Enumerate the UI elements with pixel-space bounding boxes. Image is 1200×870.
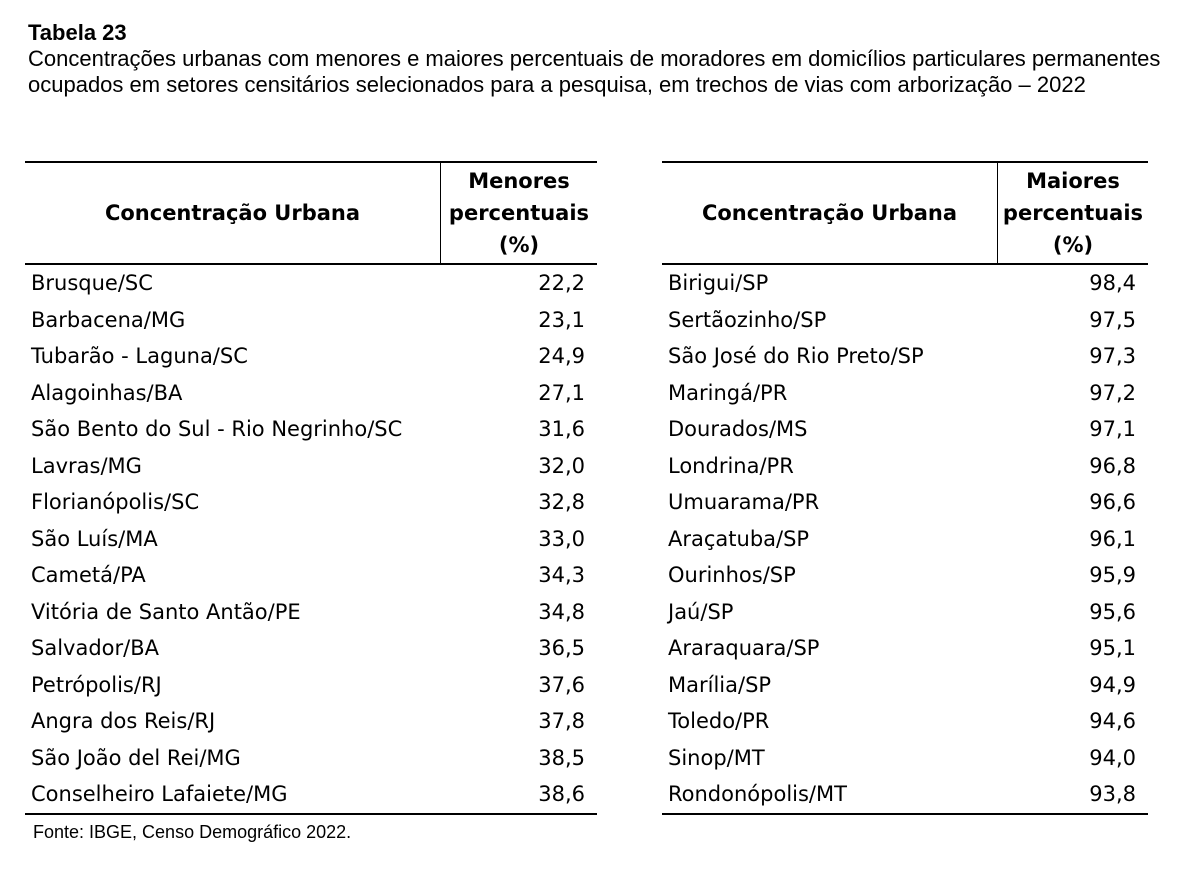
percentage-cell: 96,8 xyxy=(1089,453,1136,478)
urban-concentration-cell: Florianópolis/SC xyxy=(31,490,200,515)
urban-concentration-cell: São José do Rio Preto/SP xyxy=(668,344,924,369)
table-row xyxy=(662,264,1148,302)
percentage-cell: 38,6 xyxy=(441,776,598,814)
urban-concentration-cell: Birigui/SP xyxy=(668,271,769,296)
percentage-cell: 95,9 xyxy=(1089,563,1136,588)
percentage-cell: 96,1 xyxy=(1089,526,1136,551)
percentage-cell: 38,5 xyxy=(538,745,585,770)
percentage-cell: 32,8 xyxy=(538,490,585,515)
percentage-cell: 94,6 xyxy=(1089,709,1136,734)
urban-concentration-cell: Petrópolis/RJ xyxy=(31,672,162,697)
percentage-cell: 98,4 xyxy=(1089,271,1136,296)
table-body xyxy=(25,264,597,814)
table-row xyxy=(25,448,597,485)
table-row xyxy=(662,411,1148,448)
percentage-cell: 94,9 xyxy=(1089,672,1136,697)
urban-concentration-cell: Brusque/SC xyxy=(31,271,153,296)
table-row xyxy=(662,557,1148,594)
urban-concentration-cell: Sertãozinho/SP xyxy=(668,307,827,332)
urban-concentration-cell: Araçatuba/SP xyxy=(668,526,810,551)
table-row xyxy=(25,630,597,667)
header-line: (%) xyxy=(1052,233,1094,257)
percentage-cell: 23,1 xyxy=(538,307,585,332)
percentage-cell: 22,2 xyxy=(538,271,585,296)
table-row xyxy=(25,521,597,558)
table-row xyxy=(662,740,1148,777)
header-line: percentuais xyxy=(448,201,590,225)
urban-concentration-cell: Araraquara/SP xyxy=(668,636,820,661)
percentage-cell: 37,8 xyxy=(538,709,585,734)
table-row xyxy=(25,338,597,375)
urban-concentration-cell: Barbacena/MG xyxy=(31,307,186,332)
lowest-percentages-table xyxy=(25,161,597,815)
table-row xyxy=(25,484,597,521)
table-row xyxy=(662,338,1148,375)
table-row xyxy=(25,264,597,302)
percentage-cell: 32,0 xyxy=(538,453,585,478)
urban-concentration-cell: São Luís/MA xyxy=(31,526,158,551)
percentage-cell: 93,8 xyxy=(998,776,1149,814)
table-row xyxy=(662,521,1148,558)
percentage-cell: 94,0 xyxy=(1089,745,1136,770)
urban-concentration-cell: Cametá/PA xyxy=(31,563,146,588)
header-line: Maiores xyxy=(1026,169,1120,193)
header-row xyxy=(662,162,1148,264)
urban-concentration-cell: Alagoinhas/BA xyxy=(31,380,183,405)
percentage-cell: 97,5 xyxy=(1089,307,1136,332)
column-header-urban-concentration: Concentração Urbana xyxy=(662,162,998,264)
percentage-cell: 27,1 xyxy=(538,380,585,405)
table-body xyxy=(662,264,1148,814)
table-row xyxy=(25,302,597,339)
column-header-highest-percentages xyxy=(998,162,1149,264)
percentage-cell: 97,1 xyxy=(1089,417,1136,442)
column-header-lowest-percentages xyxy=(441,162,598,264)
table-row xyxy=(662,484,1148,521)
table-row xyxy=(25,411,597,448)
table-row xyxy=(25,375,597,412)
highest-percentages-table xyxy=(662,161,1148,815)
urban-concentration-cell: Dourados/MS xyxy=(668,417,808,442)
percentage-cell: 34,8 xyxy=(538,599,585,624)
urban-concentration-cell: Salvador/BA xyxy=(31,636,159,661)
urban-concentration-cell: São João del Rei/MG xyxy=(31,745,241,770)
table-heading xyxy=(28,20,1178,98)
urban-concentration-cell: Maringá/PR xyxy=(668,380,788,405)
urban-concentration-cell: Sinop/MT xyxy=(668,745,765,770)
urban-concentration-cell: Angra dos Reis/RJ xyxy=(31,709,216,734)
percentage-cell: 33,0 xyxy=(538,526,585,551)
percentage-cell: 34,3 xyxy=(538,563,585,588)
table-row xyxy=(25,667,597,704)
header-row xyxy=(25,162,597,264)
table-row xyxy=(25,703,597,740)
percentage-cell: 31,6 xyxy=(538,417,585,442)
urban-concentration-cell: Umuarama/PR xyxy=(668,490,820,515)
table-number: Tabela 23 xyxy=(28,20,127,45)
urban-concentration-cell: Toledo/PR xyxy=(668,709,770,734)
table-row xyxy=(662,703,1148,740)
table-row xyxy=(25,776,597,814)
percentage-cell: 24,9 xyxy=(538,344,585,369)
urban-concentration-cell: São Bento do Sul - Rio Negrinho/SC xyxy=(31,417,403,442)
header-line: (%) xyxy=(498,233,540,257)
urban-concentration-cell: Lavras/MG xyxy=(31,453,142,478)
urban-concentration-cell: Tubarão - Laguna/SC xyxy=(31,344,248,369)
urban-concentration-cell: Ourinhos/SP xyxy=(668,563,796,588)
percentage-cell: 95,1 xyxy=(1089,636,1136,661)
table-row xyxy=(25,740,597,777)
header-line: Menores xyxy=(468,169,570,193)
column-header-urban-concentration: Concentração Urbana xyxy=(25,162,441,264)
table-row xyxy=(662,667,1148,704)
urban-concentration-cell: Jaú/SP xyxy=(668,599,734,624)
table-row xyxy=(25,594,597,631)
table-row xyxy=(25,557,597,594)
table-row xyxy=(662,375,1148,412)
table-row xyxy=(662,302,1148,339)
percentage-cell: 97,3 xyxy=(1089,344,1136,369)
source-note: Fonte: IBGE, Censo Demográfico 2022. xyxy=(33,822,352,842)
urban-concentration-cell: Conselheiro Lafaiete/MG xyxy=(25,776,441,814)
table-row xyxy=(662,776,1148,814)
table-caption: Concentrações urbanas com menores e maiores percentuais de moradores em domicílios particulares permanentes ocupados em setores censitários selecionados para a pesquisa, em trechos de vias com arborização – 2022 xyxy=(28,46,1161,97)
percentage-cell: 97,2 xyxy=(1089,380,1136,405)
percentage-cell: 36,5 xyxy=(538,636,585,661)
urban-concentration-cell: Vitória de Santo Antão/PE xyxy=(31,599,301,624)
header-line: percentuais xyxy=(1002,201,1144,225)
table-row xyxy=(662,594,1148,631)
table-row xyxy=(662,630,1148,667)
table-row xyxy=(662,448,1148,485)
urban-concentration-cell: Marília/SP xyxy=(668,672,772,697)
percentage-cell: 37,6 xyxy=(538,672,585,697)
urban-concentration-cell: Londrina/PR xyxy=(668,453,794,478)
urban-concentration-cell: Rondonópolis/MT xyxy=(662,776,998,814)
percentage-cell: 95,6 xyxy=(1089,599,1136,624)
percentage-cell: 96,6 xyxy=(1089,490,1136,515)
